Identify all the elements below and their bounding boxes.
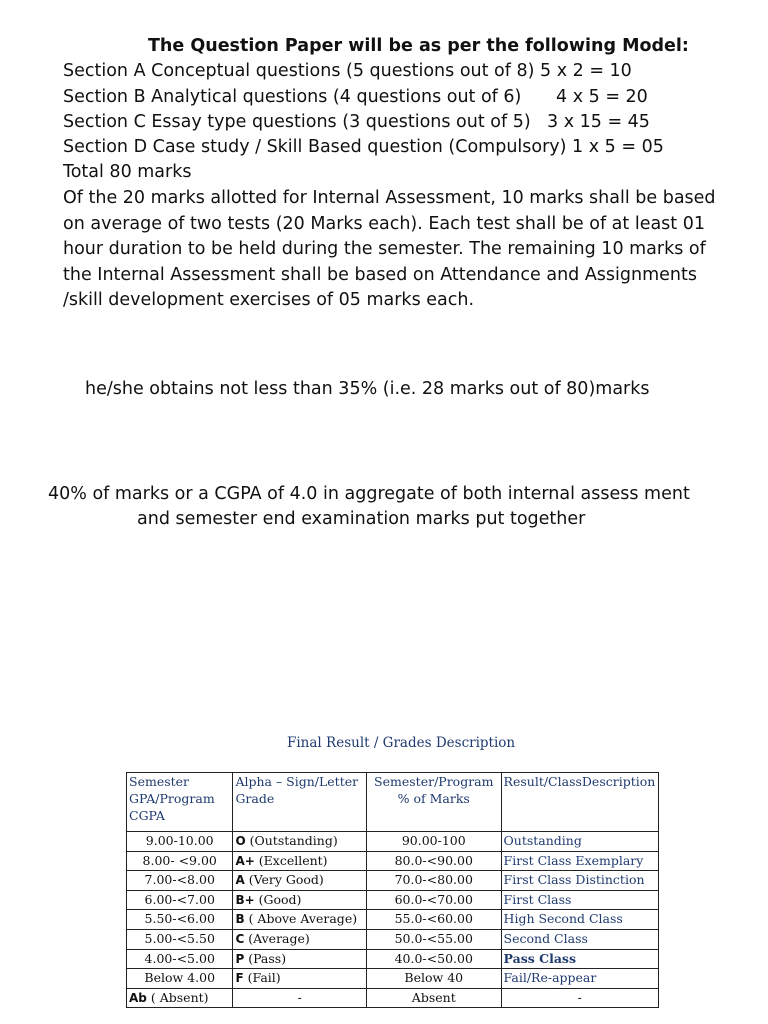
aggregate-note-line-2: and semester end examination marks put together: [137, 509, 586, 529]
grades-table-title: Final Result / Grades Description: [287, 735, 516, 751]
grade-cell: A+ (Excellent): [233, 851, 367, 871]
table-row: [127, 929, 659, 949]
marks-cell: Below 40: [366, 969, 501, 989]
marks-cell: 55.0-<60.00: [366, 910, 501, 930]
grade-cell: F (Fail): [233, 969, 367, 989]
marks-cell: 50.0-<55.00: [366, 929, 501, 949]
section-b-line: Section B Analytical questions (4 questions out of 6) 4 x 5 = 20: [63, 85, 521, 110]
section-b-marks: 4 x 5 = 20: [556, 87, 648, 107]
result-cell: High Second Class: [501, 910, 658, 930]
grade-cell: B+ (Good): [233, 890, 367, 910]
gpa-cell: 5.00-<5.50: [127, 929, 233, 949]
table-row: [127, 832, 659, 852]
grade-cell: C (Average): [233, 929, 367, 949]
grade-cell: O (Outstanding): [233, 832, 367, 852]
result-cell: First Class Distinction: [501, 871, 658, 891]
paragraph-line: Of the 20 marks allotted for Internal Assessment, 10 marks shall be based: [63, 188, 716, 208]
gpa-cell: 5.50-<6.00: [127, 910, 233, 930]
internal-assessment-paragraph: [63, 186, 716, 314]
gpa-cell: 6.00-<7.00: [127, 890, 233, 910]
grade-cell: P (Pass): [233, 949, 367, 969]
section-c-marks: 3 x 15 = 45: [547, 112, 650, 132]
section-c-line: Section C Essay type questions (3 questions out of 5) 3 x 15 = 45: [63, 110, 531, 135]
table-row: [127, 910, 659, 930]
paragraph-line: /skill development exercises of 05 marks each.: [63, 290, 475, 310]
paragraph-line: hour duration to be held during the semester. The remaining 10 marks of: [63, 239, 706, 259]
paragraph-line: the Internal Assessment shall be based on Attendance and Assignments: [63, 264, 697, 285]
marks-cell: 60.0-<70.00: [366, 890, 501, 910]
marks-cell: 90.00-100: [366, 832, 501, 852]
table-row: [127, 890, 659, 910]
header-gpa: Semester GPA/Program CGPA: [127, 773, 233, 832]
grade-cell: A (Very Good): [233, 871, 367, 891]
marks-cell: 70.0-<80.00: [366, 871, 501, 891]
header-percent-marks: Semester/Program % of Marks: [366, 773, 501, 832]
header-result: Result/ClassDescription: [501, 773, 658, 832]
header-letter-grade: Alpha – Sign/Letter Grade: [233, 773, 367, 832]
gpa-cell: Ab ( Absent): [127, 988, 233, 1008]
gpa-cell: 4.00-<5.00: [127, 949, 233, 969]
result-cell: Pass Class: [501, 949, 658, 969]
table-row: [127, 949, 659, 969]
aggregate-note-line-1: 40% of marks or a CGPA of 4.0 in aggregate of both internal assess ment: [48, 484, 690, 504]
result-cell: Fail/Re-appear: [501, 969, 658, 989]
grades-table: [126, 772, 659, 1008]
table-row: [127, 969, 659, 989]
table-row: [127, 871, 659, 891]
gpa-cell: 9.00-10.00: [127, 832, 233, 852]
total-marks-line: Total 80 marks: [63, 162, 192, 182]
marks-cell: Absent: [366, 988, 501, 1008]
gpa-cell: 8.00- <9.00: [127, 851, 233, 871]
marks-cell: 80.0-<90.00: [366, 851, 501, 871]
grade-cell: B ( Above Average): [233, 910, 367, 930]
table-row: [127, 988, 659, 1008]
section-d-line: Section D Case study / Skill Based question (Compulsory) 1 x 5 = 05: [63, 137, 664, 157]
result-cell: First Class Exemplary: [501, 851, 658, 871]
pass-criteria-note: he/she obtains not less than 35% (i.e. 28 marks out of 80)marks: [85, 379, 650, 399]
result-cell: -: [501, 988, 658, 1008]
gpa-cell: Below 4.00: [127, 969, 233, 989]
table-row: [127, 851, 659, 871]
marks-cell: 40.0-<50.00: [366, 949, 501, 969]
result-cell: Second Class: [501, 929, 658, 949]
grade-cell: -: [233, 988, 367, 1008]
result-cell: Outstanding: [501, 832, 658, 852]
document-heading: The Question Paper will be as per the following Model:: [148, 36, 689, 56]
section-a-line: Section A Conceptual questions (5 questions out of 8) 5 x 2 = 10: [63, 61, 632, 81]
grades-table-header: [127, 773, 659, 832]
result-cell: First Class: [501, 890, 658, 910]
paragraph-line: on average of two tests (20 Marks each). Each test shall be of at least 01: [63, 213, 705, 234]
gpa-cell: 7.00-<8.00: [127, 871, 233, 891]
